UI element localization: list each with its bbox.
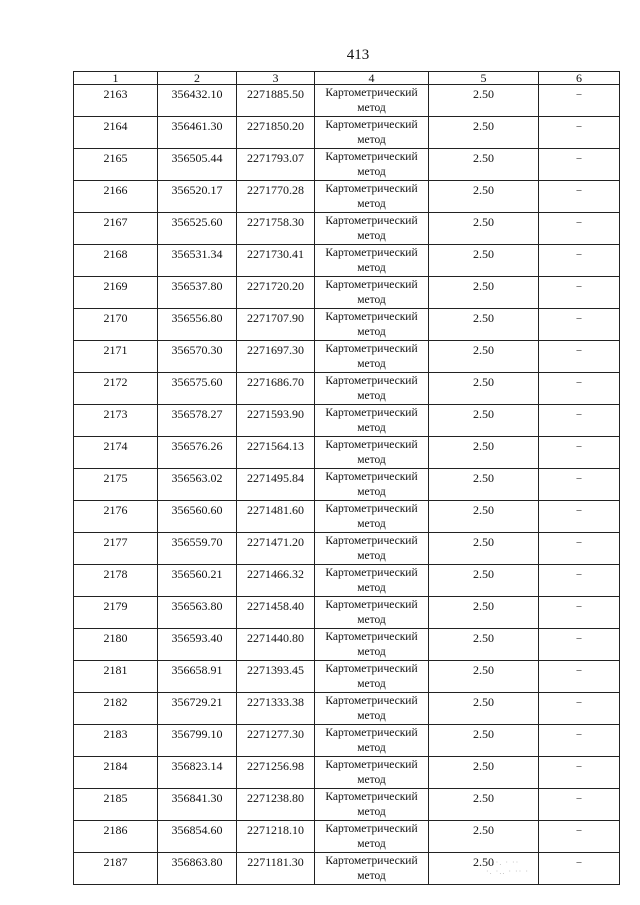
cell-x-coordinate: 356461.30 <box>158 117 237 149</box>
cell-note: – <box>539 821 620 853</box>
cell-note: – <box>539 501 620 533</box>
cell-x-coordinate: 356578.27 <box>158 405 237 437</box>
cell-x-coordinate: 356432.10 <box>158 85 237 117</box>
cell-note: – <box>539 629 620 661</box>
column-header-2: 2 <box>158 72 237 85</box>
table-row <box>74 725 620 757</box>
cell-y-coordinate: 2271720.20 <box>237 277 315 309</box>
cell-method: Картометрический метод <box>315 789 429 821</box>
cell-note: – <box>539 405 620 437</box>
cell-point-number: 2171 <box>74 341 158 373</box>
cell-point-number: 2180 <box>74 629 158 661</box>
cell-point-number: 2164 <box>74 117 158 149</box>
cell-x-coordinate: 356854.60 <box>158 821 237 853</box>
table-row <box>74 693 620 725</box>
table-row <box>74 661 620 693</box>
cell-note: – <box>539 245 620 277</box>
cell-method: Картометрический метод <box>315 821 429 853</box>
cell-point-number: 2170 <box>74 309 158 341</box>
cell-point-number: 2178 <box>74 565 158 597</box>
table-row <box>74 341 620 373</box>
cell-accuracy: 2.50 <box>429 405 539 437</box>
cell-note: – <box>539 661 620 693</box>
coordinates-table <box>73 71 620 885</box>
cell-x-coordinate: 356863.80 <box>158 853 237 885</box>
cell-point-number: 2183 <box>74 725 158 757</box>
table-row <box>74 565 620 597</box>
table-row <box>74 277 620 309</box>
cell-note: – <box>539 373 620 405</box>
cell-method: Картометрический метод <box>315 277 429 309</box>
cell-point-number: 2165 <box>74 149 158 181</box>
cell-x-coordinate: 356556.80 <box>158 309 237 341</box>
cell-method: Картометрический метод <box>315 341 429 373</box>
cell-accuracy: 2.50 <box>429 85 539 117</box>
table-row <box>74 405 620 437</box>
cell-y-coordinate: 2271686.70 <box>237 373 315 405</box>
cell-method: Картометрический метод <box>315 853 429 885</box>
cell-method: Картометрический метод <box>315 501 429 533</box>
cell-x-coordinate: 356658.91 <box>158 661 237 693</box>
cell-accuracy: 2.50 <box>429 373 539 405</box>
cell-point-number: 2175 <box>74 469 158 501</box>
cell-x-coordinate: 356531.34 <box>158 245 237 277</box>
cell-note: – <box>539 693 620 725</box>
cell-method: Картометрический метод <box>315 565 429 597</box>
cell-x-coordinate: 356559.70 <box>158 533 237 565</box>
cell-y-coordinate: 2271333.38 <box>237 693 315 725</box>
cell-y-coordinate: 2271181.30 <box>237 853 315 885</box>
cell-point-number: 2181 <box>74 661 158 693</box>
cell-x-coordinate: 356575.60 <box>158 373 237 405</box>
faint-stamp-mark: · .·. · ·· ·. ·.. · ·· · <box>486 858 529 876</box>
cell-accuracy: 2.50 <box>429 277 539 309</box>
cell-note: – <box>539 597 620 629</box>
table-row <box>74 597 620 629</box>
cell-note: – <box>539 181 620 213</box>
cell-y-coordinate: 2271256.98 <box>237 757 315 789</box>
table-row <box>74 789 620 821</box>
cell-note: – <box>539 725 620 757</box>
cell-y-coordinate: 2271481.60 <box>237 501 315 533</box>
cell-y-coordinate: 2271850.20 <box>237 117 315 149</box>
table-header-row <box>74 72 620 85</box>
cell-x-coordinate: 356560.21 <box>158 565 237 597</box>
cell-note: – <box>539 565 620 597</box>
cell-accuracy: 2.50 <box>429 629 539 661</box>
cell-point-number: 2173 <box>74 405 158 437</box>
cell-point-number: 2179 <box>74 597 158 629</box>
table-row <box>74 181 620 213</box>
cell-accuracy: 2.50 <box>429 245 539 277</box>
cell-accuracy: 2.50 <box>429 565 539 597</box>
cell-point-number: 2168 <box>74 245 158 277</box>
cell-x-coordinate: 356560.60 <box>158 501 237 533</box>
cell-note: – <box>539 853 620 885</box>
cell-y-coordinate: 2271466.32 <box>237 565 315 597</box>
cell-x-coordinate: 356593.40 <box>158 629 237 661</box>
cell-point-number: 2186 <box>74 821 158 853</box>
cell-y-coordinate: 2271730.41 <box>237 245 315 277</box>
cell-y-coordinate: 2271495.84 <box>237 469 315 501</box>
cell-accuracy: 2.50 <box>429 661 539 693</box>
cell-method: Картометрический метод <box>315 213 429 245</box>
cell-note: – <box>539 309 620 341</box>
cell-method: Картометрический метод <box>315 661 429 693</box>
cell-accuracy: 2.50 <box>429 469 539 501</box>
cell-point-number: 2187 <box>74 853 158 885</box>
cell-point-number: 2176 <box>74 501 158 533</box>
cell-method: Картометрический метод <box>315 85 429 117</box>
cell-method: Картометрический метод <box>315 757 429 789</box>
cell-y-coordinate: 2271564.13 <box>237 437 315 469</box>
cell-y-coordinate: 2271440.80 <box>237 629 315 661</box>
cell-method: Картометрический метод <box>315 629 429 661</box>
cell-note: – <box>539 469 620 501</box>
cell-y-coordinate: 2271238.80 <box>237 789 315 821</box>
table-row <box>74 821 620 853</box>
cell-y-coordinate: 2271758.30 <box>237 213 315 245</box>
cell-method: Картометрический метод <box>315 437 429 469</box>
cell-x-coordinate: 356576.26 <box>158 437 237 469</box>
column-header-5: 5 <box>429 72 539 85</box>
cell-y-coordinate: 2271277.30 <box>237 725 315 757</box>
table-row <box>74 213 620 245</box>
cell-point-number: 2177 <box>74 533 158 565</box>
cell-accuracy: 2.50 <box>429 853 539 885</box>
cell-accuracy: 2.50 <box>429 181 539 213</box>
cell-method: Картометрический метод <box>315 149 429 181</box>
table-row <box>74 469 620 501</box>
cell-method: Картометрический метод <box>315 405 429 437</box>
table-row <box>74 437 620 469</box>
cell-point-number: 2182 <box>74 693 158 725</box>
table-row <box>74 245 620 277</box>
cell-x-coordinate: 356729.21 <box>158 693 237 725</box>
page-number: 413 <box>346 47 370 63</box>
cell-note: – <box>539 437 620 469</box>
cell-accuracy: 2.50 <box>429 117 539 149</box>
cell-accuracy: 2.50 <box>429 757 539 789</box>
cell-method: Картометрический метод <box>315 693 429 725</box>
table-row <box>74 117 620 149</box>
table-row <box>74 85 620 117</box>
cell-y-coordinate: 2271793.07 <box>237 149 315 181</box>
cell-note: – <box>539 341 620 373</box>
cell-x-coordinate: 356841.30 <box>158 789 237 821</box>
cell-x-coordinate: 356570.30 <box>158 341 237 373</box>
cell-x-coordinate: 356823.14 <box>158 757 237 789</box>
cell-y-coordinate: 2271593.90 <box>237 405 315 437</box>
table-row <box>74 533 620 565</box>
cell-note: – <box>539 277 620 309</box>
table-row <box>74 757 620 789</box>
table-body <box>74 85 620 885</box>
column-header-1: 1 <box>74 72 158 85</box>
cell-accuracy: 2.50 <box>429 437 539 469</box>
cell-method: Картометрический метод <box>315 597 429 629</box>
cell-accuracy: 2.50 <box>429 821 539 853</box>
cell-accuracy: 2.50 <box>429 341 539 373</box>
cell-x-coordinate: 356505.44 <box>158 149 237 181</box>
column-header-3: 3 <box>237 72 315 85</box>
cell-y-coordinate: 2271707.90 <box>237 309 315 341</box>
cell-accuracy: 2.50 <box>429 501 539 533</box>
table-row <box>74 309 620 341</box>
table-row <box>74 629 620 661</box>
cell-accuracy: 2.50 <box>429 213 539 245</box>
cell-y-coordinate: 2271218.10 <box>237 821 315 853</box>
cell-accuracy: 2.50 <box>429 789 539 821</box>
cell-point-number: 2174 <box>74 437 158 469</box>
cell-method: Картометрический метод <box>315 373 429 405</box>
cell-y-coordinate: 2271770.28 <box>237 181 315 213</box>
cell-note: – <box>539 213 620 245</box>
cell-note: – <box>539 757 620 789</box>
cell-point-number: 2167 <box>74 213 158 245</box>
cell-accuracy: 2.50 <box>429 597 539 629</box>
cell-accuracy: 2.50 <box>429 693 539 725</box>
cell-point-number: 2163 <box>74 85 158 117</box>
cell-y-coordinate: 2271697.30 <box>237 341 315 373</box>
cell-x-coordinate: 356563.80 <box>158 597 237 629</box>
cell-y-coordinate: 2271885.50 <box>237 85 315 117</box>
cell-method: Картометрический метод <box>315 725 429 757</box>
cell-note: – <box>539 85 620 117</box>
cell-method: Картометрический метод <box>315 309 429 341</box>
cell-y-coordinate: 2271471.20 <box>237 533 315 565</box>
cell-accuracy: 2.50 <box>429 149 539 181</box>
cell-point-number: 2184 <box>74 757 158 789</box>
cell-note: – <box>539 149 620 181</box>
cell-accuracy: 2.50 <box>429 725 539 757</box>
table-row <box>74 373 620 405</box>
column-header-4: 4 <box>315 72 429 85</box>
cell-method: Картометрический метод <box>315 181 429 213</box>
cell-accuracy: 2.50 <box>429 309 539 341</box>
table-row <box>74 149 620 181</box>
cell-method: Картометрический метод <box>315 117 429 149</box>
cell-x-coordinate: 356525.60 <box>158 213 237 245</box>
table-row <box>74 501 620 533</box>
cell-method: Картометрический метод <box>315 245 429 277</box>
cell-method: Картометрический метод <box>315 469 429 501</box>
cell-y-coordinate: 2271393.45 <box>237 661 315 693</box>
cell-note: – <box>539 117 620 149</box>
cell-x-coordinate: 356537.80 <box>158 277 237 309</box>
cell-x-coordinate: 356799.10 <box>158 725 237 757</box>
cell-point-number: 2185 <box>74 789 158 821</box>
cell-note: – <box>539 789 620 821</box>
cell-note: – <box>539 533 620 565</box>
cell-y-coordinate: 2271458.40 <box>237 597 315 629</box>
cell-method: Картометрический метод <box>315 533 429 565</box>
column-header-6: 6 <box>539 72 620 85</box>
cell-x-coordinate: 356520.17 <box>158 181 237 213</box>
cell-point-number: 2172 <box>74 373 158 405</box>
cell-accuracy: 2.50 <box>429 533 539 565</box>
cell-point-number: 2166 <box>74 181 158 213</box>
cell-x-coordinate: 356563.02 <box>158 469 237 501</box>
cell-point-number: 2169 <box>74 277 158 309</box>
